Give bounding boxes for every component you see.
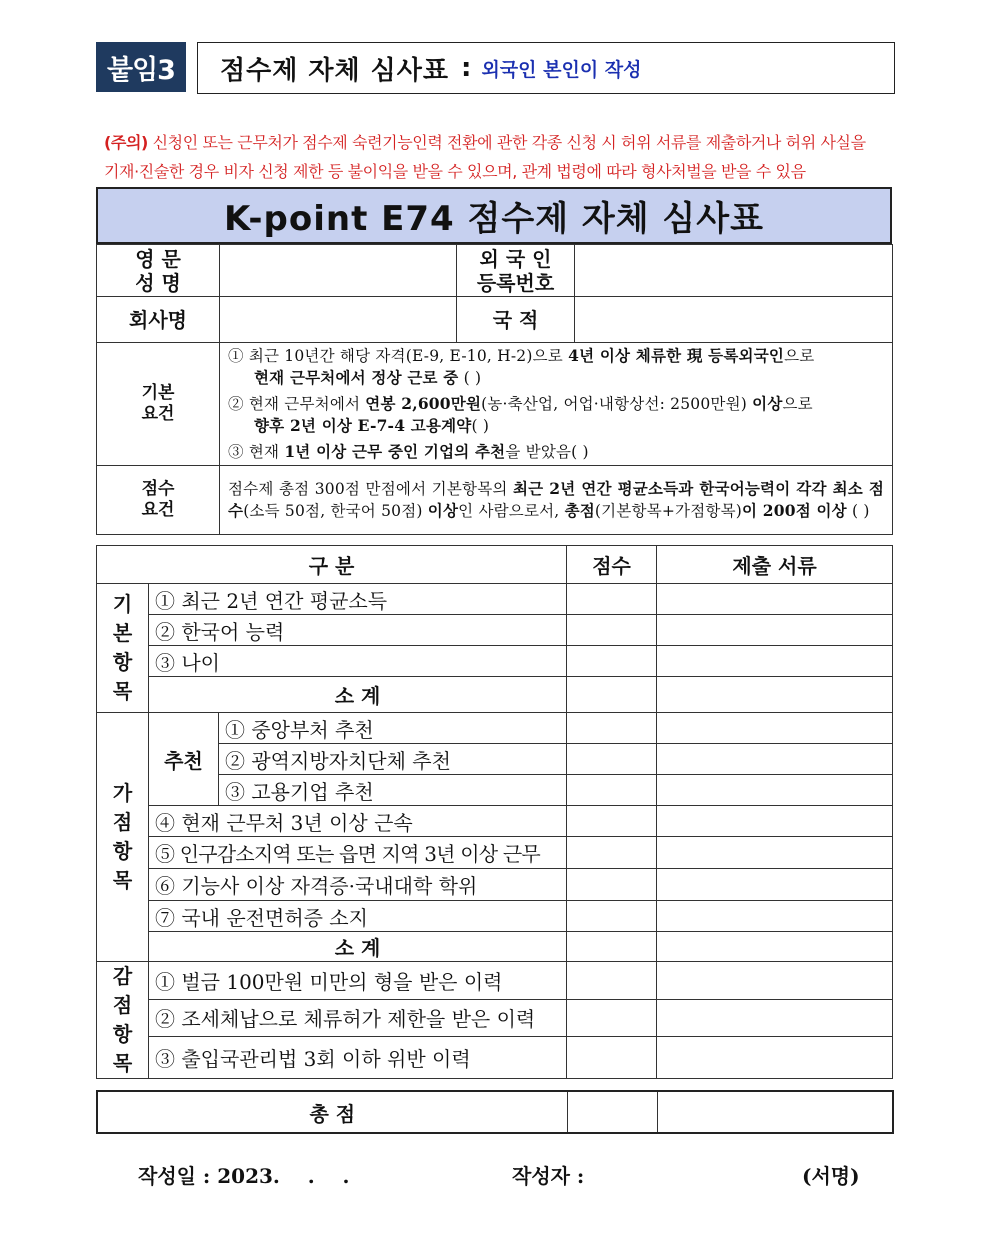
company-name-field[interactable] bbox=[220, 297, 457, 343]
requirement-1: ① 최근 10년간 해당 자격(E-9, E-10, H-2)으로 4년 이상 체류한 現 등록외국인으로 bbox=[228, 346, 815, 365]
recommend-label: 추천 bbox=[149, 713, 219, 806]
score-cell[interactable] bbox=[567, 744, 657, 775]
basic-item-income: ① 최근 2년 연간 평균소득 bbox=[149, 584, 567, 615]
score-cell[interactable] bbox=[567, 1036, 657, 1078]
registration-number-field[interactable] bbox=[575, 245, 893, 297]
documents-cell[interactable] bbox=[657, 869, 893, 901]
requirement-1-check[interactable]: ( ) bbox=[463, 369, 482, 387]
basic-items-label: 기 본 항 목 bbox=[97, 584, 149, 713]
documents-cell[interactable] bbox=[657, 677, 893, 713]
score-requirements-text: 점수제 총점 300점 만점에서 기본항목의 최근 2년 연간 평균소득과 한국어능력이 각각 최소 점수(소득 50점, 한국어 50점) 이상인 사람으로서, 총점(기본항목+가점항목)이 200점 이상 ( ) bbox=[220, 466, 893, 535]
score-cell[interactable] bbox=[567, 999, 657, 1036]
score-cell[interactable] bbox=[567, 932, 657, 962]
notice-prefix: (주의) bbox=[104, 133, 148, 152]
writer-label: 작성자 : bbox=[512, 1164, 585, 1188]
documents-cell[interactable] bbox=[657, 775, 893, 806]
requirement-3: ③ 현재 1년 이상 근무 중인 기업의 추천을 받았음( ) bbox=[228, 442, 589, 461]
attachment-badge: 붙임3 bbox=[96, 42, 186, 92]
writer-field[interactable] bbox=[598, 1158, 798, 1186]
basic-requirements-text: ① 최근 10년간 해당 자격(E-9, E-10, H-2)으로 4년 이상 체류한 現 등록외국인으로 현재 근무처에서 정상 근로 중 ( ) ② 현재 근무처에서 연봉 2,600만원(농·축산업, 어업·내항상선: 2500만원) 이상으로 향후 2년 이상 E-7-4 고용계약( ) ③ 현재 1년 이상 근무 중인 기업의 추천을 받았음( ) bbox=[220, 343, 893, 466]
total-documents-cell[interactable] bbox=[657, 1091, 893, 1133]
score-cell[interactable] bbox=[567, 615, 657, 646]
score-cell[interactable] bbox=[567, 677, 657, 713]
recommend-ministry: ① 중앙부처 추천 bbox=[219, 713, 567, 744]
total-table bbox=[96, 1090, 894, 1134]
documents-cell[interactable] bbox=[657, 932, 893, 962]
header-documents: 제출 서류 bbox=[657, 546, 893, 584]
recommend-province: ② 광역지방자치단체 추천 bbox=[219, 744, 567, 775]
basic-requirements-label: 기본 요건 bbox=[97, 343, 220, 466]
english-name-field[interactable] bbox=[220, 245, 457, 297]
score-cell[interactable] bbox=[567, 962, 657, 1000]
total-label: 총 점 bbox=[97, 1091, 567, 1133]
header-score: 점수 bbox=[567, 546, 657, 584]
registration-number-label: 외 국 인 등록번호 bbox=[457, 245, 575, 297]
deduction-item-tax: ② 조세체납으로 체류허가 제한을 받은 이력 bbox=[149, 999, 567, 1036]
documents-cell[interactable] bbox=[657, 1036, 893, 1078]
deduction-item-fine: ① 벌금 100만원 미만의 형을 받은 이력 bbox=[149, 962, 567, 1000]
notice-line-2: 기재·진술한 경우 비자 신청 제한 등 불이익을 받을 수 있으며, 관계 법령에 따라 형사처벌을 받을 수 있음 bbox=[104, 162, 806, 181]
documents-cell[interactable] bbox=[657, 584, 893, 615]
score-requirements-label: 점수 요건 bbox=[97, 466, 220, 535]
score-cell[interactable] bbox=[567, 901, 657, 932]
basic-item-age: ③ 나이 bbox=[149, 646, 567, 677]
score-requirement-check[interactable]: ( ) bbox=[846, 502, 870, 520]
caution-notice bbox=[104, 128, 894, 186]
nationality-label: 국 적 bbox=[457, 297, 575, 343]
documents-cell[interactable] bbox=[657, 806, 893, 837]
nationality-field[interactable] bbox=[575, 297, 893, 343]
header-category: 구 분 bbox=[97, 546, 567, 584]
documents-cell[interactable] bbox=[657, 999, 893, 1036]
requirement-2-check[interactable]: ( ) bbox=[471, 417, 490, 435]
documents-cell[interactable] bbox=[657, 646, 893, 677]
requirement-2: ② 현재 근무처에서 연봉 2,600만원(농·축산업, 어업·내항상선: 2500만원) 이상으로 bbox=[228, 394, 813, 413]
page-subtitle: 외국인 본인이 작성 bbox=[481, 58, 642, 81]
score-cell[interactable] bbox=[567, 713, 657, 744]
basic-item-korean: ② 한국어 능력 bbox=[149, 615, 567, 646]
form-banner-title: K-point E74 점수제 자체 심사표 bbox=[96, 187, 892, 244]
documents-cell[interactable] bbox=[657, 901, 893, 932]
notice-line-1: 신청인 또는 근무처가 점수제 숙련기능인력 전환에 관한 각종 신청 시 허위 서류를 제출하거나 허위 사실을 bbox=[147, 133, 866, 152]
score-cell[interactable] bbox=[567, 775, 657, 806]
score-cell[interactable] bbox=[567, 806, 657, 837]
bonus-item-tenure: ④ 현재 근무처 3년 이상 근속 bbox=[149, 806, 567, 837]
english-name-label: 영 문 성 명 bbox=[97, 245, 220, 297]
score-cell[interactable] bbox=[567, 584, 657, 615]
bonus-items-label: 가 점 항 목 bbox=[97, 713, 149, 962]
date-label: 작성일 : 2023. . . bbox=[138, 1164, 350, 1188]
requirement-3-check[interactable]: 을 받았음( ) bbox=[505, 443, 589, 461]
documents-cell[interactable] bbox=[657, 713, 893, 744]
signature-label: (서명) bbox=[802, 1164, 860, 1188]
documents-cell[interactable] bbox=[657, 837, 893, 869]
bonus-item-region: ⑤ 인구감소지역 또는 읍면 지역 3년 이상 근무 bbox=[149, 837, 567, 869]
total-score-cell[interactable] bbox=[567, 1091, 657, 1133]
applicant-info-table bbox=[96, 244, 893, 535]
score-cell[interactable] bbox=[567, 646, 657, 677]
bonus-item-driver-license: ⑦ 국내 운전면허증 소지 bbox=[149, 901, 567, 932]
score-cell[interactable] bbox=[567, 869, 657, 901]
score-table bbox=[96, 545, 893, 1079]
documents-cell[interactable] bbox=[657, 962, 893, 1000]
recommend-employer: ③ 고용기업 추천 bbox=[219, 775, 567, 806]
company-name-label: 회사명 bbox=[97, 297, 220, 343]
title-colon: : bbox=[461, 53, 472, 83]
deduction-item-immigration: ③ 출입국관리법 3회 이하 위반 이력 bbox=[149, 1036, 567, 1078]
deduction-items-label: 감 점 항 목 bbox=[97, 962, 149, 1079]
documents-cell[interactable] bbox=[657, 615, 893, 646]
basic-subtotal-label: 소 계 bbox=[149, 677, 567, 713]
title-box bbox=[197, 42, 895, 94]
page-title: 점수제 자체 심사표 bbox=[220, 55, 450, 86]
documents-cell[interactable] bbox=[657, 744, 893, 775]
bonus-subtotal-label: 소 계 bbox=[149, 932, 567, 962]
score-cell[interactable] bbox=[567, 837, 657, 869]
bonus-item-license-degree: ⑥ 기능사 이상 자격증·국내대학 학위 bbox=[149, 869, 567, 901]
